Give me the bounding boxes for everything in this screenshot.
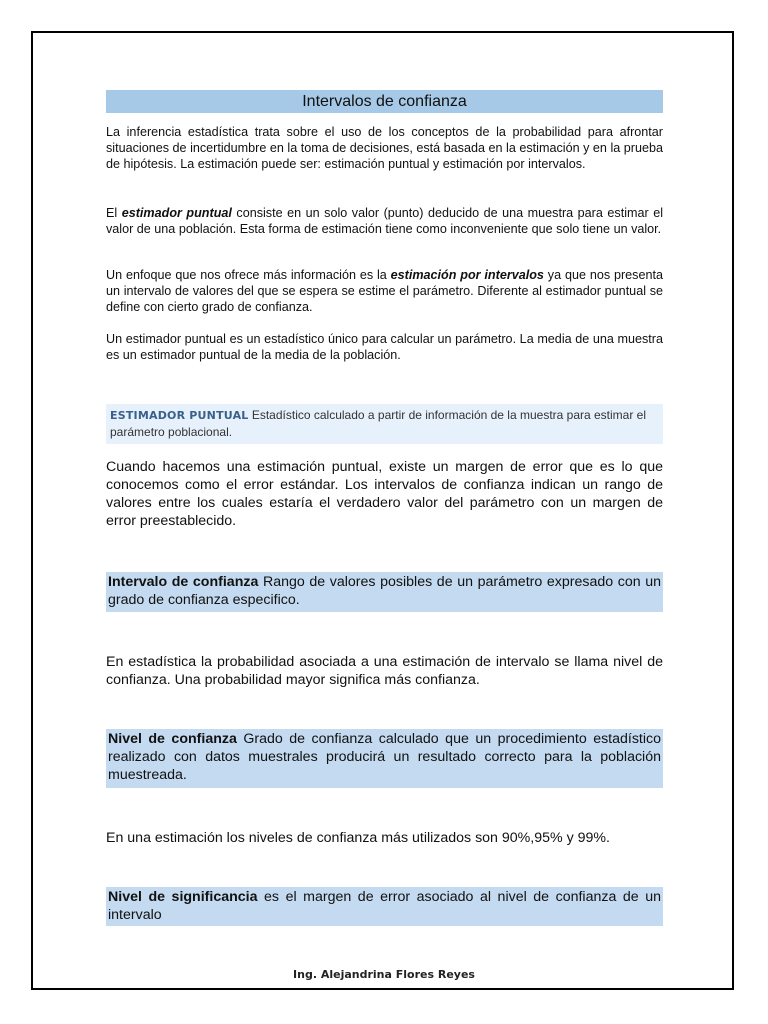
term-point-estimator: estimador puntual (121, 206, 232, 220)
definition-confidence-interval (106, 572, 663, 612)
paragraph-standard-error: Cuando hacemos una estimación puntual, existe un margen de error que es lo que conocemos como el error estándar. Los intervalos de confianza indican un rango de valores entre los cuales estaría el verdadero valor del parámetro con un margen de error preestablecido. (106, 459, 663, 529)
term-interval-estimation: estimación por intervalos (390, 268, 544, 282)
paragraph-text: consiste en un solo valor (punto) deducido de una muestra para estimar el valor de una población. Esta forma de estimación tiene como inconveniente que solo tiene un valor. (106, 206, 663, 236)
definition-term: Intervalo de confianza (108, 574, 259, 590)
paragraph-text: Un enfoque que nos ofrece más información es la (106, 268, 391, 282)
definition-text: Rango de valores posibles de un parámetro expresado con un grado de confianza especifico. (108, 574, 661, 608)
definition-term: Nivel de significancia (108, 889, 258, 905)
paragraph-intro: La inferencia estadística trata sobre el uso de los conceptos de la probabilidad para afrontar situaciones de incertidumbre en la toma de decisiones, está basada en la estimación y en la prueba de hipótesis. La estimación puede ser: estimación puntual y estimación por intervalos. (106, 125, 663, 171)
paragraph-interval-estimation (106, 267, 663, 315)
paragraph-confidence-level: En estadística la probabilidad asociada a una estimación de intervalo se llama nivel de confianza. Una probabilidad mayor significa más confianza. (106, 654, 663, 688)
document-title: Intervalos de confianza (106, 90, 663, 113)
paragraph-text: ya que nos presenta un intervalo de valores del que se espera se estime el parámetro. Diferente al estimador puntual se define con cierto grado de confianza. (106, 268, 663, 314)
paragraph-point-estimator-mean: Un estimador puntual es un estadístico único para calcular un parámetro. La media de una muestra es un estimador puntual de la media de la población. (106, 332, 663, 362)
callout-text: Estadístico calculado a partir de información de la muestra para estimar el parámetro poblacional. (110, 408, 647, 439)
definition-confidence-level (106, 729, 663, 788)
paragraph-point-estimator (106, 205, 663, 237)
paragraph-common-levels: En una estimación los niveles de confianza más utilizados son 90%,95% y 99%. (106, 830, 610, 846)
footer-author: Ing. Alejandrina Flores Reyes (293, 968, 475, 981)
paragraph-text: El (106, 206, 122, 220)
definition-term: Nivel de confianza (108, 731, 237, 747)
callout-point-estimator (106, 404, 663, 444)
callout-term: ESTIMADOR PUNTUAL (110, 409, 249, 422)
definition-text: Grado de confianza calculado que un procedimiento estadístico realizado con datos muestrales producirá un resultado correcto para la población muestreada. (108, 731, 662, 783)
definition-significance-level (106, 887, 663, 926)
definition-text: es el margen de error asociado al nivel de confianza de un intervalo (108, 889, 661, 923)
